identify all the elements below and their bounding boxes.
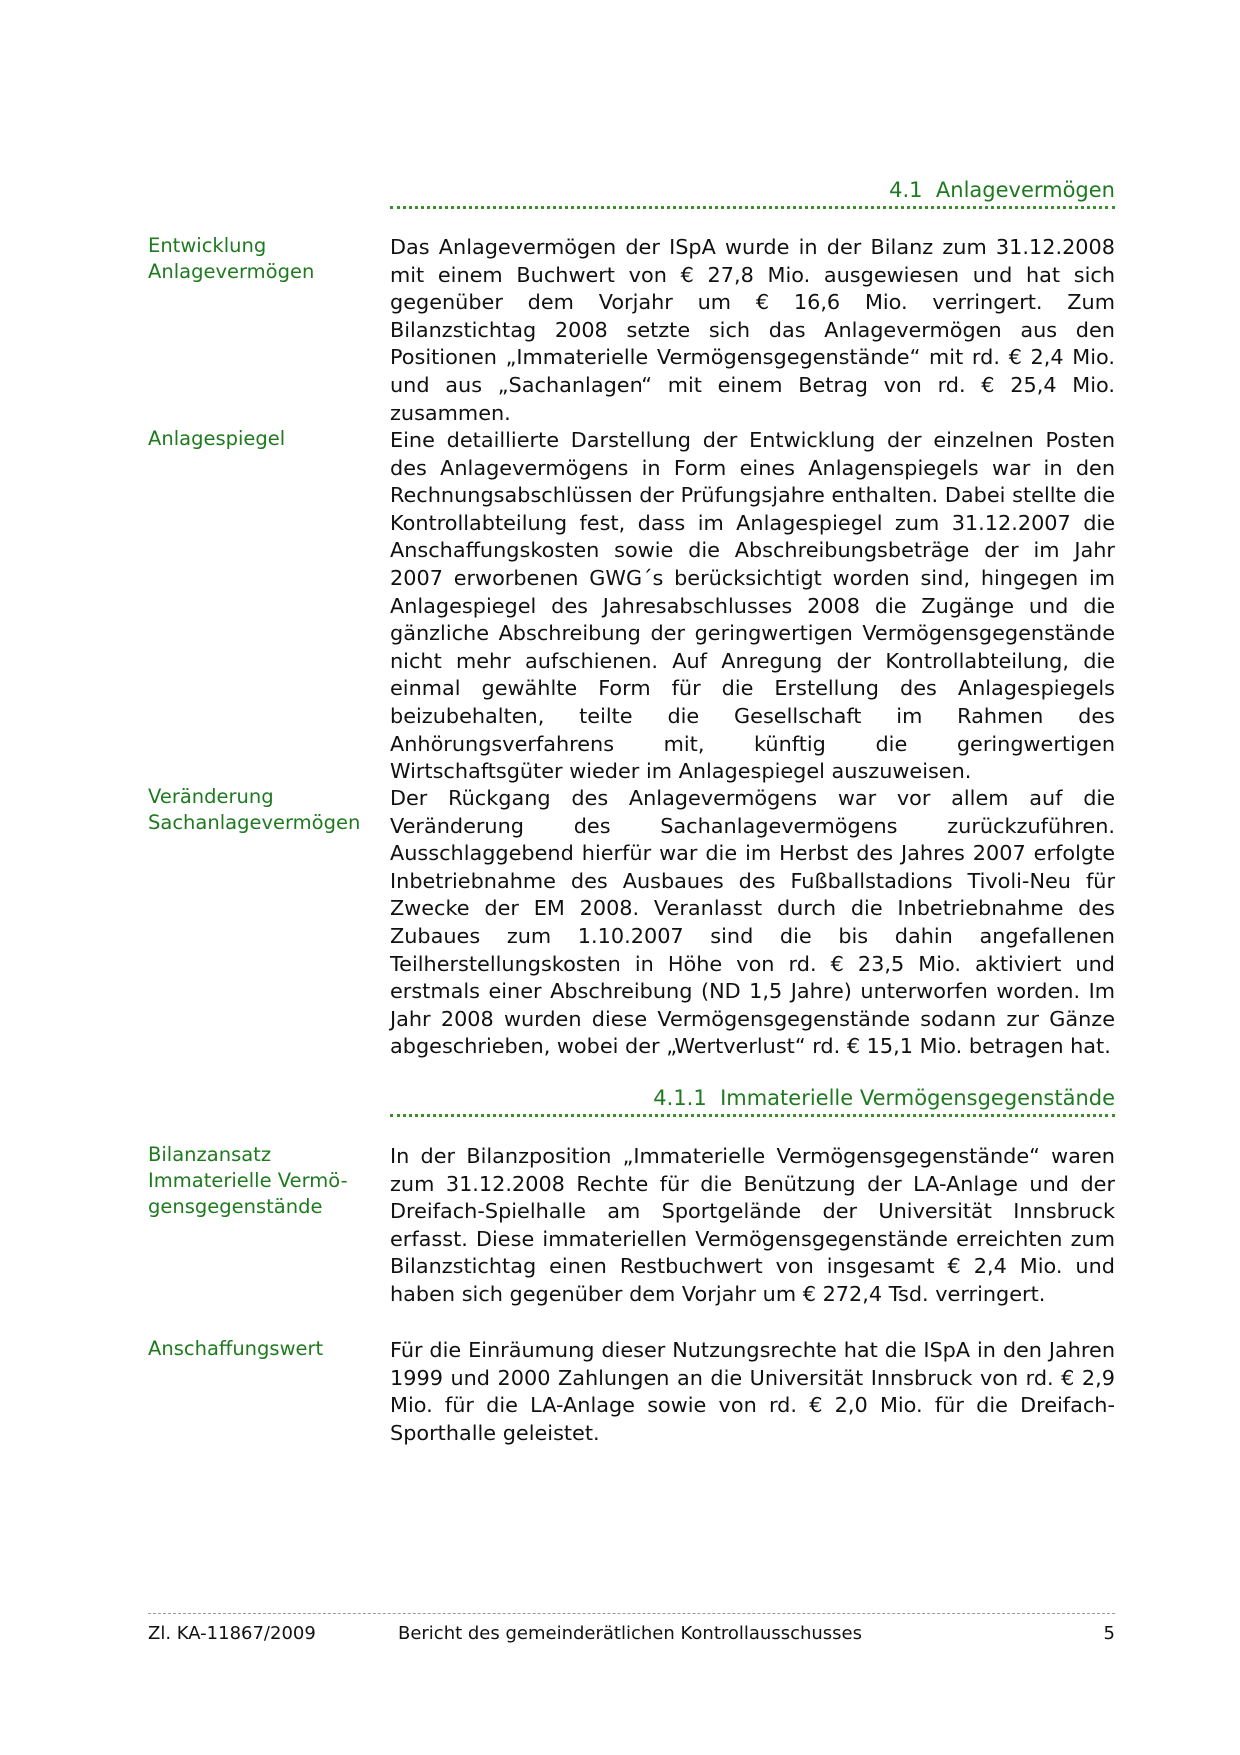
section-heading-4-1-1 — [390, 1085, 1115, 1111]
margin-note-line: Entwicklung — [148, 234, 267, 257]
margin-note-anlagespiegel — [148, 426, 373, 452]
margin-note-line: Anlagespiegel — [148, 427, 286, 450]
margin-note-line: Anschaffungswert — [148, 1337, 324, 1360]
margin-note-anschaffungswert — [148, 1336, 373, 1362]
section-number: 4.1.1 — [653, 1086, 707, 1110]
margin-note-veraenderung — [148, 784, 373, 836]
section-heading-4-1 — [390, 177, 1115, 203]
paragraph-anlagespiegel: Eine detaillierte Darstellung der Entwicklung der einzelnen Posten des Anlagevermögens in Form eines Anlagenspiegels war in den Rechnungsabschlüssen der Prüfungsjahre enthalten. Dabei stellte die Kontrollabteilung fest, dass im Anlagespiegel zum 31.12.2007 die Anschaffungskosten sowie die Abschreibungsbeträge der im Jahr 2007 erworbenen GWG´s berücksichtigt worden sind, hingegen im Anlagespiegel des Jahresabschlusses 2008 die Zugänge und die gänzliche Abschreibung der geringwertigen Vermögensgegenstände nicht mehr aufschienen. Auf Anregung der Kontrollabteilung, die einmal gewählte Form für die Erstellung des Anlagespiegels beizubehalten, teilte die Gesellschaft im Rahmen des Anhörungsverfahrens mit, künftig die geringwertigen Wirtschaftsgüter wieder im Anlagespiegel auszuweisen. — [390, 428, 1115, 784]
margin-note-bilanzansatz — [148, 1142, 373, 1220]
footer-rule — [148, 1613, 1115, 1614]
paragraph-bilanzansatz: In der Bilanzposition „Immaterielle Vermögensgegenstände“ waren zum 31.12.2008 Rechte für die Benützung der LA-Anlage und der Dreifach-Spielhalle am Sportgelände der Universität Innsbruck erfasst. Diese immateriellen Vermögensgegenstände erreichten zum Bilanzstichtag einen Restbuchwert von insgesamt € 2,4 Mio. und haben sich gegenüber dem Vorjahr um € 272,4 Tsd. verringert. — [390, 1144, 1115, 1306]
margin-note-line: gensgegenstände — [148, 1195, 323, 1218]
margin-note-entwicklung — [148, 233, 373, 285]
footer-reference: Zl. KA-11867/2009 — [148, 1623, 316, 1644]
paragraph-anschaffungswert: Für die Einräumung dieser Nutzungsrechte hat die ISpA in den Jahren 1999 und 2000 Zahlungen an die Universität Innsbruck von rd. € 2,9 Mio. für die LA-Anlage sowie von rd. € 2,0 Mio. für die Dreifach-Sporthalle geleistet. — [390, 1338, 1115, 1445]
margin-note-line: Sachanlagevermögen — [148, 811, 361, 834]
margin-note-line: Veränderung — [148, 785, 274, 808]
paragraph-veraenderung: Der Rückgang des Anlagevermögens war vor allem auf die Veränderung des Sachanlagevermögens zurückzuführen. Ausschlaggebend hierfür war die im Herbst des Jahres 2007 erfolgte Inbetriebnahme des Ausbaues des Fußballstadions Tivoli-Neu für Zwecke der EM 2008. Veranlasst durch die Inbetriebnahme des Zubaues zum 1.10.2007 sind die bis dahin angefallenen Teilherstellungskosten in Höhe von rd. € 23,5 Mio. aktiviert und erstmals einer Abschreibung (ND 1,5 Jahre) unterworfen worden. Im Jahr 2008 wurden diese Vermögensgegenstände sodann zur Gänze abgeschrieben, wobei der „Wertverlust“ rd. € 15,1 Mio. betragen hat. — [390, 786, 1115, 1059]
margin-note-line: Immaterielle Vermö- — [148, 1169, 348, 1192]
section-title: Immaterielle Vermögensgegenstände — [720, 1086, 1115, 1110]
section-title: Anlagevermögen — [935, 178, 1115, 202]
section-rule — [390, 206, 1115, 209]
footer-page-number: 5 — [1103, 1623, 1115, 1644]
margin-note-line: Anlagevermögen — [148, 260, 315, 283]
margin-note-line: Bilanzansatz — [148, 1143, 272, 1166]
paragraph-entwicklung: Das Anlagevermögen der ISpA wurde in der Bilanz zum 31.12.2008 mit einem Buchwert von € 27,8 Mio. ausgewiesen und hat sich gegenüber dem Vorjahr um € 16,6 Mio. verringert. Zum Bilanzstichtag 2008 setzte sich das Anlagevermögen aus den Positionen „Immaterielle Vermögensgegenstände“ mit rd. € 2,4 Mio. und aus „Sachanlagen“ mit einem Betrag von rd. € 25,4 Mio. zusammen. — [390, 235, 1115, 425]
footer-title: Bericht des gemeinderätlichen Kontrollausschusses — [397, 1623, 863, 1644]
section-rule — [390, 1114, 1115, 1117]
section-number: 4.1 — [889, 178, 923, 202]
